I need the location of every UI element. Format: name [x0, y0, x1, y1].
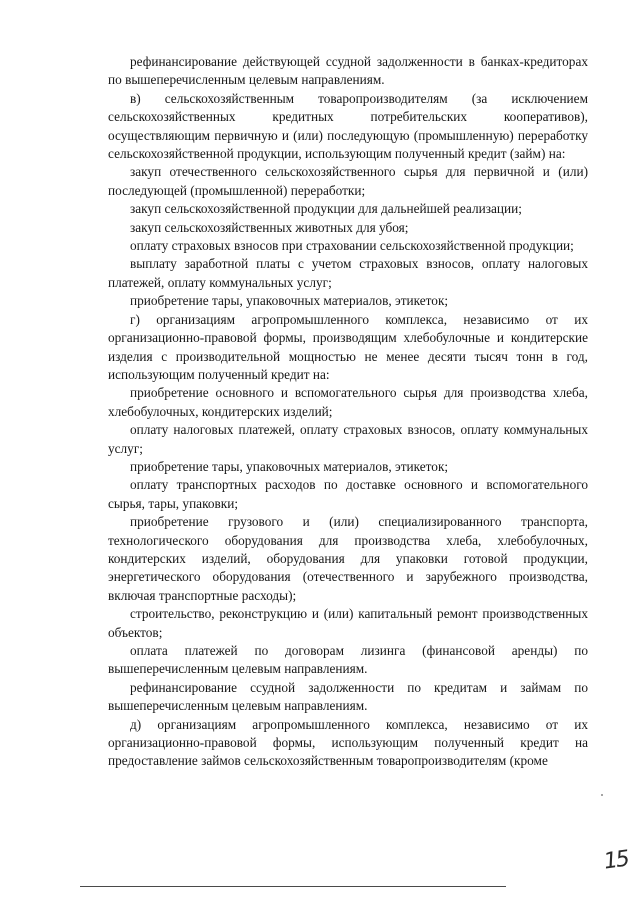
paragraph: закуп сельскохозяйственной продукции для дальнейшей реализации; — [130, 201, 522, 217]
paragraph: оплату налоговых платежей, оплату страховых взносов, оплату коммунальных услуг; — [108, 422, 588, 456]
paragraph: д) организациям агропромышленного комплекса, независимо от их организационно-правовой формы, использующим полученный кредит на предоставление займов сельскохозяйственным товаропроизводителям (кроме — [108, 716, 588, 769]
paragraph: оплата платежей по договорам лизинга (финансовой аренды) по вышеперечисленным целевым направлениям. — [108, 643, 588, 677]
handwritten-page-number: 15 — [602, 846, 630, 875]
paragraph: рефинансирование ссудной задолженности по кредитам и займам по вышеперечисленным целевым направлениям. — [108, 679, 588, 714]
paragraph: оплату транспортных расходов по доставке основного и вспомогательного сырья, тары, упаковки; — [108, 477, 588, 511]
paragraph: приобретение тары, упаковочных материалов, этикеток; — [130, 293, 449, 309]
paragraph: закуп отечественного сельскохозяйственного сырья для первичной и (или) последующей (промышленной) переработки; — [108, 164, 588, 198]
paragraph: приобретение грузового и (или) специализированного транспорта, технологического оборудования для производства хлеба, хлебобулочных, кондитерских изделий, оборудования для упаковки готовой продукции, энергетического оборудования (отечественного и зарубежного производства, включая транспортные расходы); — [108, 514, 588, 603]
paragraph: рефинансирование действующей ссудной задолженности в банках-кредиторах по вышеперечисленным целевым направлениям. — [108, 54, 588, 88]
paragraph: строительство, реконструкцию и (или) капитальный ремонт производственных объектов; — [108, 606, 588, 640]
footer-rule — [80, 886, 506, 887]
paragraph: приобретение тары, упаковочных материалов, этикеток; — [130, 458, 449, 474]
paragraph: выплату заработной платы с учетом страховых взносов, оплату налоговых платежей, оплату коммунальных услуг; — [108, 256, 588, 290]
paragraph: приобретение основного и вспомогательного сырья для производства хлеба, хлебобулочных, кондитерских изделий; — [108, 385, 588, 419]
document-body — [108, 53, 588, 771]
paragraph: г) организациям агропромышленного комплекса, независимо от их организационно-правовой формы, производящим хлебобулочные и кондитерские изделия с производительной мощностью не менее десяти тысяч тонн в год, использующим полученный кредит на: — [108, 311, 588, 382]
paragraph: оплату страховых взносов при страховании сельскохозяйственной продукции; — [130, 238, 574, 254]
scan-speck — [601, 794, 603, 796]
paragraph: закуп сельскохозяйственных животных для убоя; — [130, 219, 409, 235]
paragraph: в) сельскохозяйственным товаропроизводителям (за исключением сельскохозяйственных кредитных потребительских кооперативов), осуществляющим первичную и (или) последующую (промышленную) переработку сельскохозяйственной продукции, использующим полученный кредит (займ) на: — [108, 90, 588, 162]
